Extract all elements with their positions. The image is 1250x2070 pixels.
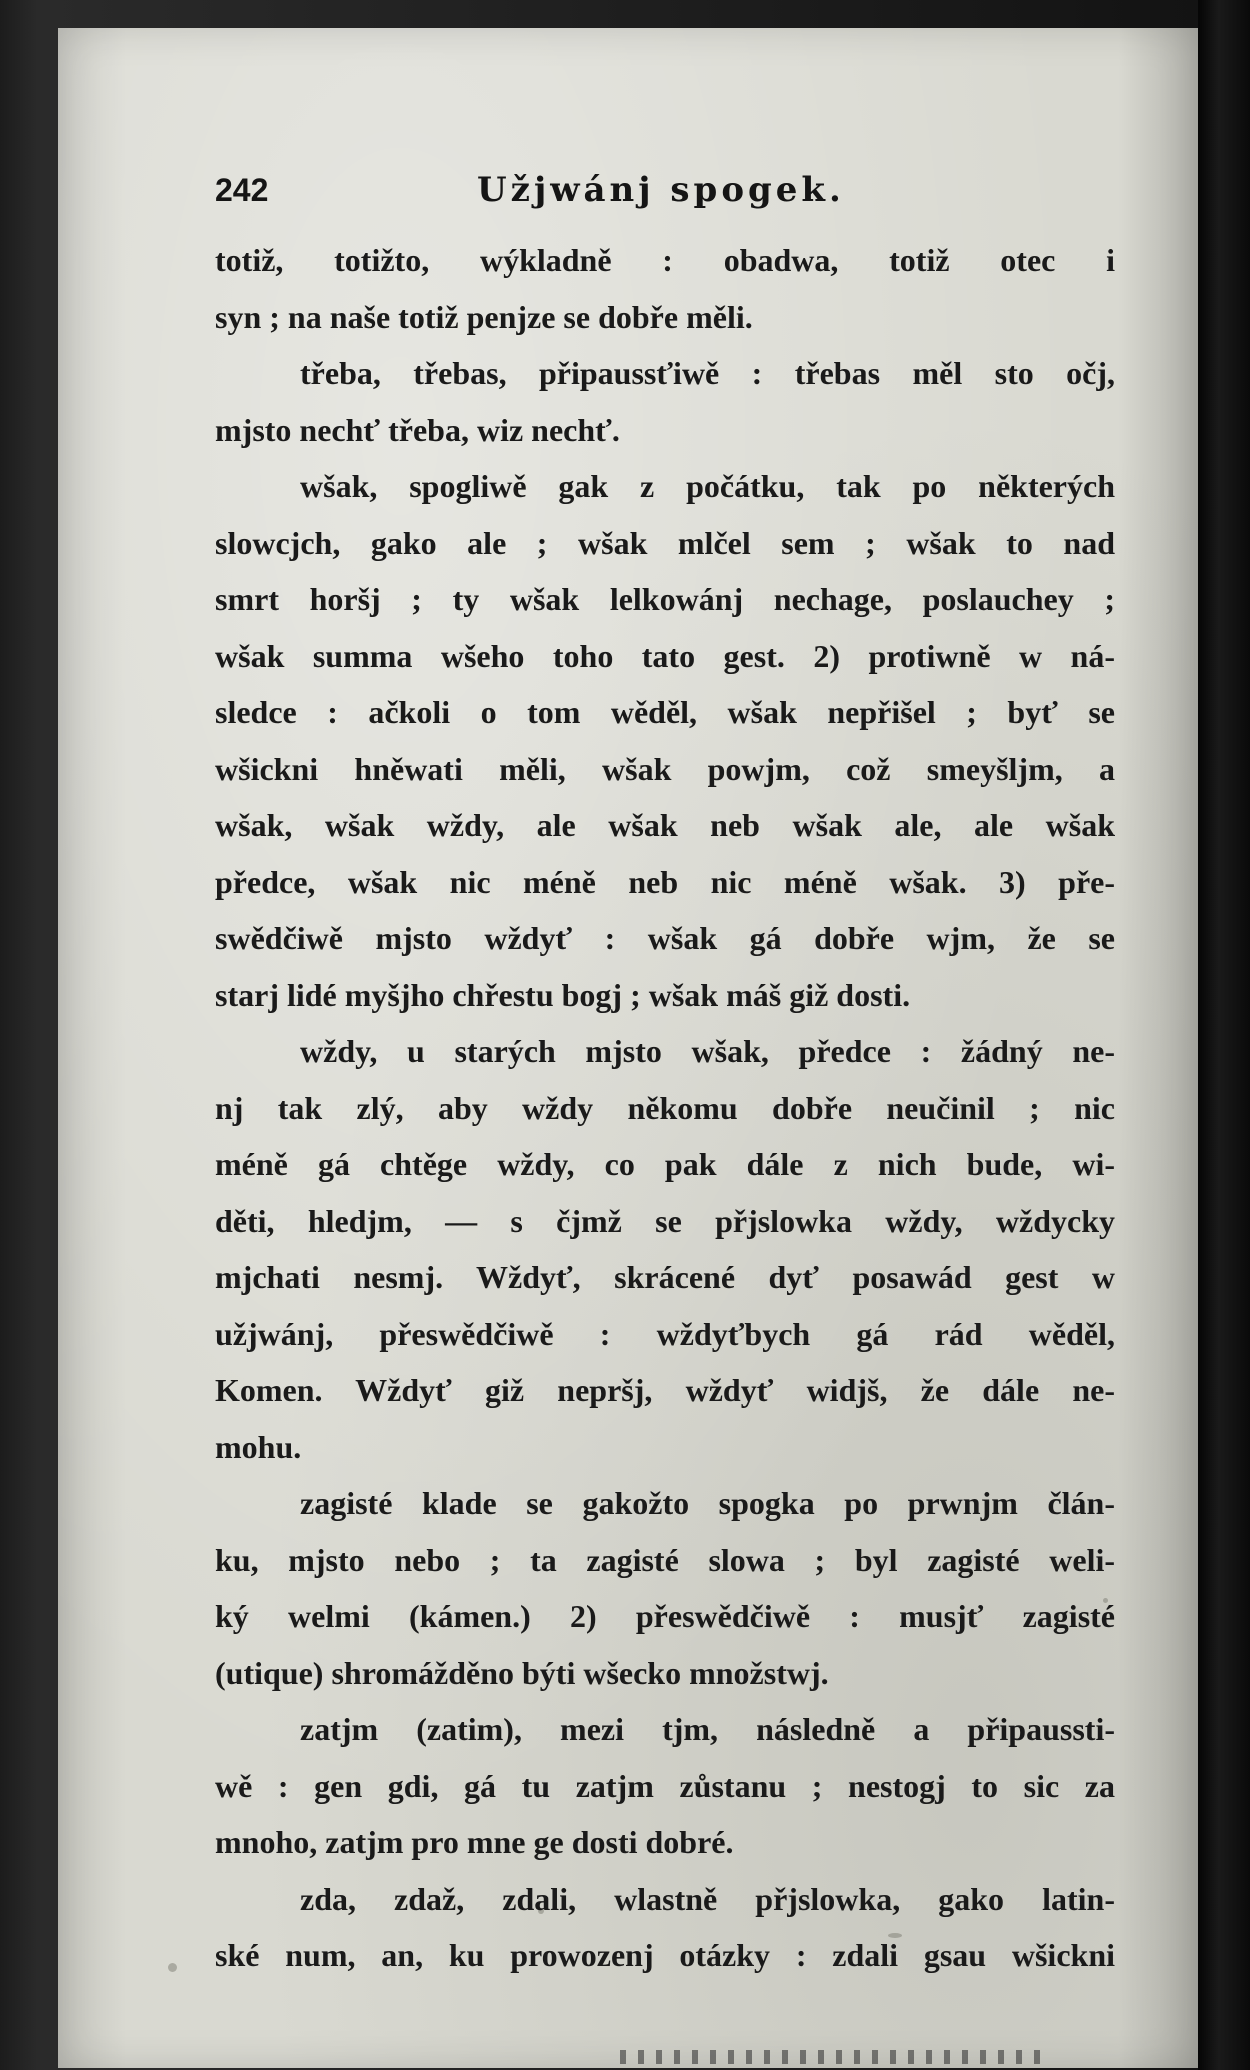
text-line: třeba, třebas, připaussťiwě : třebas měl sto očj, — [300, 355, 1115, 391]
text-line: (utique) shromážděno býti wšecko množstwj. — [215, 1654, 829, 1691]
text-line: nj tak zlý, aby wždy někomu dobře neučinil ; nic — [215, 1089, 1115, 1126]
text-line: ské num, an, ku prowozenj otázky : zdali gsau wšickni — [215, 1937, 1115, 1973]
text-line: ku, mjsto nebo ; ta zagisté slowa ; byl zagisté weli- — [215, 1541, 1115, 1578]
text-line: wždy, u starých mjsto wšak, předce : žádný ne- — [300, 1033, 1115, 1069]
page-header — [215, 172, 1115, 232]
text-line: swědčiwě mjsto wždyť : wšak gá dobře wjm, že se — [215, 920, 1115, 956]
running-head: Užjwánj spogek. — [477, 170, 845, 210]
text-line: mnoho, zatjm pro mne ge dosti dobré. — [215, 1824, 734, 1860]
text-line: mjsto nechť třeba, wiz nechť. — [215, 411, 620, 448]
body-text — [215, 232, 1115, 1984]
text-line: zda, zdaž, zdali, wlastně přjslowka, gako latin- — [300, 1880, 1115, 1917]
text-line: smrt horšj ; ty wšak lelkowánj nechage, poslauchey ; — [215, 581, 1115, 617]
text-line: slowcjch, gako ale ; wšak mlčel sem ; wšak to nad — [215, 524, 1115, 561]
text-line: Komen. Wždyť giž nepršj, wždyť widjš, že dále ne- — [215, 1372, 1115, 1408]
text-line: zagisté klade se gakožto spogka po prwnjm člán- — [300, 1485, 1115, 1521]
text-line: wšak, spogliwě gak z počátku, tak po některých — [300, 468, 1115, 504]
text-line: starj lidé myšjho chřestu bogj ; wšak máš giž dosti. — [215, 976, 911, 1013]
text-line: sledce : ačkoli o tom wěděl, wšak nepřišel ; byť se — [215, 694, 1115, 730]
text-line: wě : gen gdi, gá tu zatjm zůstanu ; nestogj to sic za — [215, 1767, 1115, 1804]
text-line: totiž, totižto, wýkladně : obadwa, totiž otec i — [215, 242, 1115, 278]
text-line: předce, wšak nic méně neb nic méně wšak. 3) pře- — [215, 863, 1115, 900]
text-line: mohu. — [215, 1428, 302, 1465]
text-line: mjchati nesmj. Wždyť, skrácené dyť posawád gest w — [215, 1259, 1115, 1295]
text-line: wšak, wšak wždy, ale wšak neb wšak ale, ale wšak — [215, 807, 1115, 843]
text-line: syn ; na naše totiž penjze se dobře měli. — [215, 298, 753, 335]
bottom-edge-marks — [620, 2050, 1040, 2064]
text-line: užjwánj, přeswědčiwě : wždyťbych gá rád wěděl, — [215, 1315, 1115, 1352]
text-line: děti, hledjm, — s čjmž se přjslowka wždy, wždycky — [215, 1202, 1115, 1239]
text-line: ký welmi (kámen.) 2) přeswědčiwě : musjť zagisté — [215, 1598, 1115, 1634]
text-line: méně gá chtěge wždy, co pak dále z nich bude, wi- — [215, 1146, 1115, 1182]
paper-speck — [168, 1963, 177, 1972]
page-edge-shadow — [1198, 0, 1250, 2070]
text-line: wšak summa wšeho toho tato gest. 2) protiwně w ná- — [215, 637, 1115, 674]
page-number: 242 — [215, 172, 269, 208]
text-line: wšickni hněwati měli, wšak powjm, což smeyšljm, a — [215, 750, 1115, 787]
text-line: zatjm (zatim), mezi tjm, následně a připaussti- — [300, 1711, 1115, 1747]
